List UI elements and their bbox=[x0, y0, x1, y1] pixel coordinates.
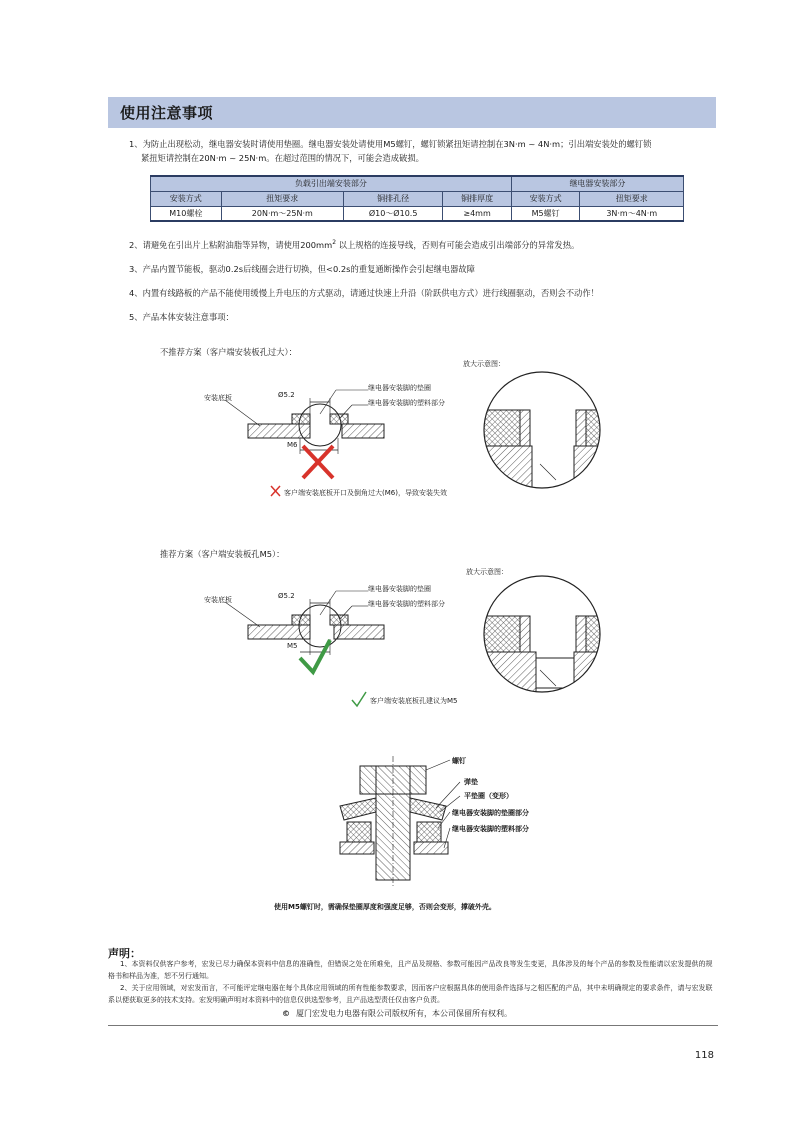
table-cell: Ø10～Ø10.5 bbox=[343, 206, 442, 221]
table-header-cell: 扭矩要求 bbox=[221, 191, 343, 206]
figure-1-dia-label: Ø5.2 bbox=[278, 391, 295, 399]
note-5: 5、产品本体安装注意事项： bbox=[129, 312, 234, 322]
figure-3-drawing bbox=[340, 756, 460, 888]
copyright-symbol: © bbox=[282, 1009, 290, 1018]
note-1-line-2: 紧扭矩请控制在20N·m ~ 25N·m。在超过范围的情况下，可能会造成破损。 bbox=[141, 153, 424, 163]
declaration-p2: 2、关于应用领域，对宏发而言，不可能评定继电器在每个具体应用领域的所有性能参数要求，因而客户应根据具体的使用条件选择与之相匹配的产品，其中未明确规定的要求条件，请与宏发联系以便获取更多的技术支持。宏发明确声明对本资料中的信息仅供选型参考，且产品选型责任仅由客户负责。 bbox=[108, 984, 713, 1004]
figure-2-title: 推荐方案（客户端安装板孔M5）： bbox=[160, 549, 285, 559]
footer-divider bbox=[108, 1025, 718, 1026]
copyright-line bbox=[0, 1008, 794, 1019]
figure-2-washer-label: 继电器安装脚的垫圈 bbox=[368, 585, 431, 593]
figure-2-dia-label: Ø5.2 bbox=[278, 592, 295, 600]
figure-3-flat-washer-label: 平垫圈（变形） bbox=[464, 792, 513, 800]
figure-3-washer-label: 继电器安装脚的垫圈部分 bbox=[452, 809, 529, 817]
figure-2-hole-label: M5 bbox=[287, 642, 298, 650]
figure-2-caption: 客户端安装底板孔建议为M5 bbox=[370, 697, 458, 705]
page-number: 118 bbox=[694, 1050, 714, 1061]
figure-2-zoom-label: 放大示意图： bbox=[466, 568, 508, 576]
table-header-cell: 扭矩要求 bbox=[580, 191, 684, 206]
note-1-line-1: 1、为防止出现松动，继电器安装时请使用垫圈。继电器安装处请使用M5螺钉，螺钉锁紧扭矩请控制在3N·m ~ 4N·m；引出端安装处的螺钉锁 bbox=[129, 139, 652, 149]
figure-3-screw-label: 螺钉 bbox=[452, 757, 466, 765]
figure-1-caption: 客户端安装底板开口及倒角过大(M6)，导致安装失效 bbox=[284, 489, 447, 497]
table-group-relay: 继电器安装部分 bbox=[511, 176, 683, 191]
note-4: 4、内置有线路板的产品不能使用缓慢上升电压的方式驱动，请通过快速上升沿（阶跃供电方式）进行线圈驱动，否则会不动作！ bbox=[129, 288, 599, 298]
note-2-sup: 2 bbox=[332, 239, 337, 246]
table-header-cell: 安装方式 bbox=[511, 191, 580, 206]
figure-1-plate-label: 安装底板 bbox=[204, 394, 232, 402]
table-header-cell: 安装方式 bbox=[151, 191, 222, 206]
figure-1-washer-label: 继电器安装脚的垫圈 bbox=[368, 384, 431, 392]
figure-1-title: 不推荐方案（客户端安装板孔过大）： bbox=[160, 347, 297, 357]
figure-3-spring-washer-label: 弹垫 bbox=[464, 778, 478, 786]
figure-1-hole-label: M6 bbox=[287, 441, 298, 449]
table-cell: 20N·m～25N·m bbox=[221, 206, 343, 221]
table-cell: M10螺栓 bbox=[151, 206, 222, 221]
note-2-text-a: 2、请避免在引出片上粘附油脂等异物，请使用200mm bbox=[129, 239, 333, 250]
table-cell: ≥4mm bbox=[443, 206, 512, 221]
declaration-p1: 1、本资料仅供客户参考，宏发已尽力确保本资料中信息的准确性，但错误之处在所难免，且产品及规格、参数可能因产品改良等发生变更，具体涉及的每个产品的参数及性能请以宏发提供的规格书和样品为准，恕不另行通知。 bbox=[108, 960, 713, 980]
figure-1-plastic-label: 继电器安装脚的塑料部分 bbox=[368, 399, 445, 407]
table-header-cell: 铜排厚度 bbox=[443, 191, 512, 206]
figure-3-caption: 使用M5螺钉时，需确保垫圈厚度和强度足够，否则会变形，撑破外壳。 bbox=[274, 903, 496, 911]
note-3: 3、产品内置节能板，驱动0.2s后线圈会进行切换，但<0.2s的重复通断操作会引起继电器故障 bbox=[129, 264, 475, 274]
table-group-load: 负载引出端安装部分 bbox=[151, 176, 512, 191]
copyright-text: 厦门宏发电力电器有限公司版权所有，本公司保留所有权利。 bbox=[296, 1009, 512, 1018]
figure-3-plastic-label: 继电器安装脚的塑料部分 bbox=[452, 825, 529, 833]
table-header-cell: 铜排孔径 bbox=[343, 191, 442, 206]
figure-1-zoom-label: 放大示意图： bbox=[463, 360, 505, 368]
figure-2-plastic-label: 继电器安装脚的塑料部分 bbox=[368, 600, 445, 608]
table-cell: M5螺钉 bbox=[511, 206, 580, 221]
section-title: 使用注意事项 bbox=[120, 104, 214, 122]
figure-2-plate-label: 安装底板 bbox=[204, 596, 232, 604]
note-2-text-b: 以上规格的连接导线，否则有可能会造成引出端部分的异常发热。 bbox=[336, 239, 580, 250]
table-cell: 3N·m～4N·m bbox=[580, 206, 684, 221]
declaration-title: 声明： bbox=[108, 947, 141, 960]
